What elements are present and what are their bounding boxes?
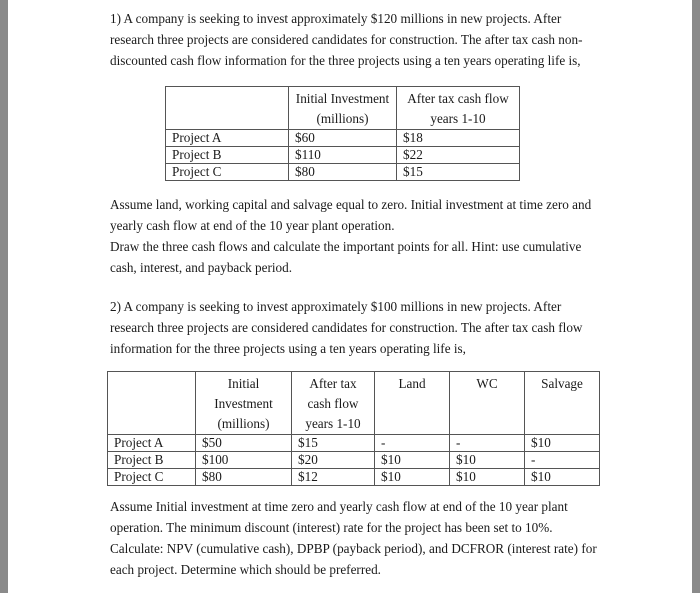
problem1-table — [165, 86, 520, 181]
problem2-note-assumptions: Assume Initial investment at time zero and yearly cash flow at end of the 10 year plant operation. The minimum discount (interest) rate for the project has been set to 10%. — [110, 499, 568, 535]
header-land: Land — [375, 372, 450, 435]
table-row: Project A $60 $18 — [166, 130, 520, 147]
table-header-row — [108, 372, 600, 435]
problem1-note-assumptions: Assume land, working capital and salvage equal to zero. Initial investment at time zero and yearly cash flow at end of the 10 year plant operation. — [110, 197, 592, 233]
header-wc: WC — [450, 372, 525, 435]
problem2-table — [107, 371, 600, 486]
header-after-tax-cash-flow: After tax cash flow years 1-10 — [397, 87, 520, 130]
table-row: Project C $80 $15 — [166, 164, 520, 181]
header-initial-investment: Initial Investment (millions) — [289, 87, 397, 130]
table-row: Project A $50 $15 - - $10 — [108, 435, 600, 452]
table-header-row — [166, 87, 520, 130]
table-row: Project B $110 $22 — [166, 147, 520, 164]
problem1-note-instructions: Draw the three cash flows and calculate the important points for all. Hint: use cumulative cash, interest, and payback period. — [110, 239, 582, 275]
document-page — [8, 0, 692, 593]
header-initial-investment: Initial Investment (millions) — [196, 372, 292, 435]
table-row: Project B $100 $20 $10 $10 - — [108, 452, 600, 469]
header-salvage: Salvage — [525, 372, 600, 435]
header-after-tax-cash-flow: After tax cash flow years 1-10 — [292, 372, 375, 435]
problem2-intro: 2) A company is seeking to invest approximately $100 millions in new projects. After research three projects are considered candidates for construction. The after tax cash flow information for the three projects using a ten years operating life is, — [110, 299, 583, 356]
problem2-note-instructions: Calculate: NPV (cumulative cash), DPBP (payback period), and DCFROR (interest rate) for each project. Determine which should be preferred. — [110, 541, 597, 577]
header-cell-empty — [166, 87, 289, 130]
header-cell-empty — [108, 372, 196, 435]
problem1-intro: 1) A company is seeking to invest approximately $120 millions in new projects. After research three projects are considered candidates for construction. The after tax cash non-discounted cash flow information for the three projects using a ten years operating life is, — [110, 11, 583, 68]
table-row: Project C $80 $12 $10 $10 $10 — [108, 469, 600, 486]
